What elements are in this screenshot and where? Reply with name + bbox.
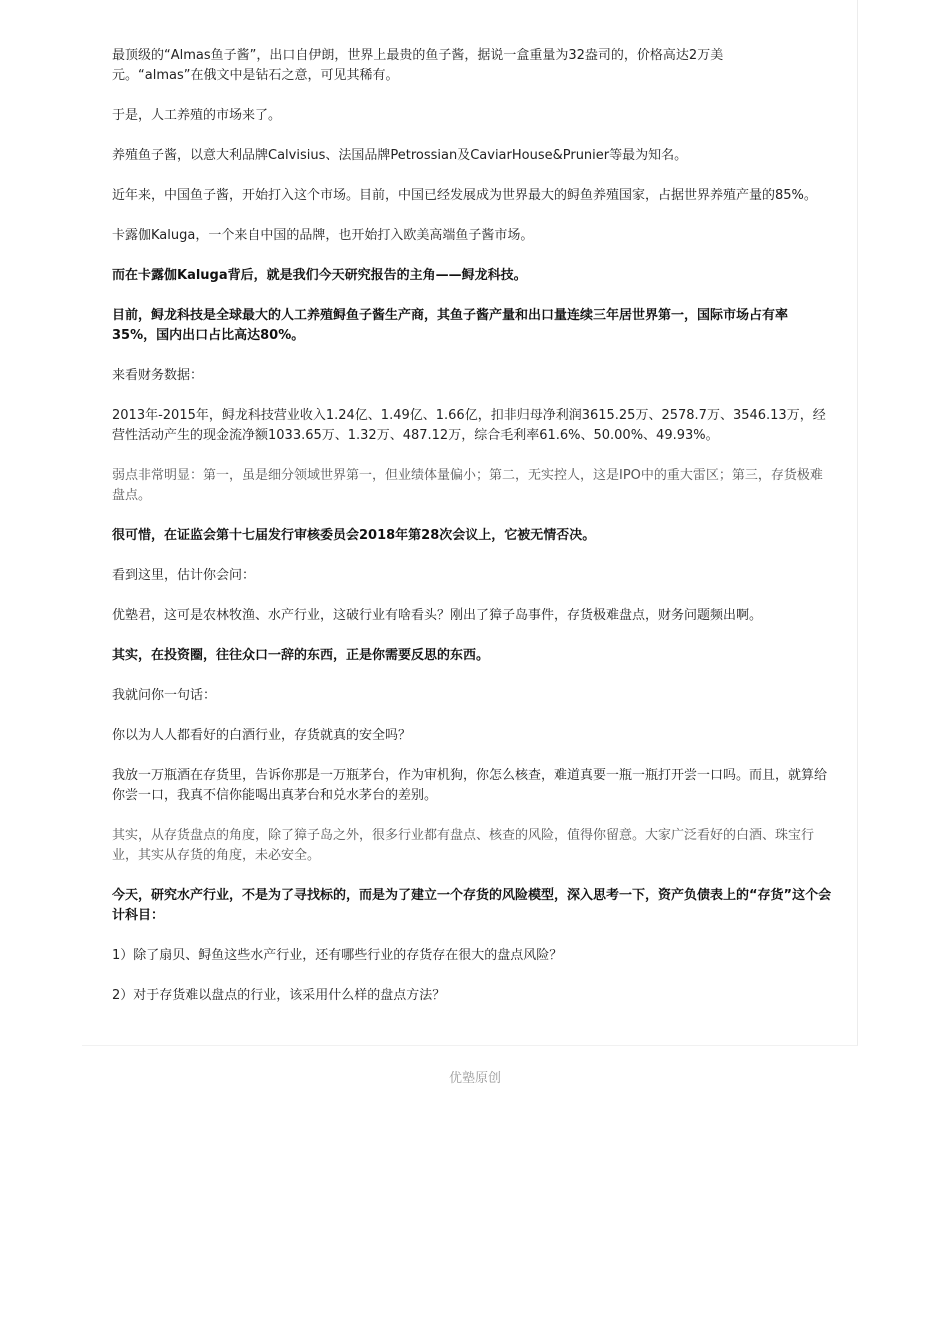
paragraph-financial-data: 2013年-2015年，鲟龙科技营业收入1.24亿、1.49亿、1.66亿，扣非归母净利润3615.25万、2578.7万、3546.13万，经营性活动产生的现金流净额1033.65万、1.32万、487.12万，综合毛利率61.6%、50.00%、49.93%。 (112, 408, 826, 443)
paragraph-question-one: 1）除了扇贝、鲟鱼这些水产行业，还有哪些行业的存货存在很大的盘点风险？ (112, 948, 563, 963)
paragraph-artificial-farming: 于是，人工养殖的市场来了。 (112, 108, 282, 123)
paragraph-farmed-brands: 养殖鱼子酱，以意大利品牌Calvisius、法国品牌Petrossian及CaviarHouse&Prunier等最为知名。 (112, 148, 688, 163)
paragraph-ipo-rejected: 很可惜，在证监会第十七届发行审核委员会2018年第28次会议上，它被无情否决。 (112, 528, 596, 543)
footer-original-label: 优塾原创 (448, 1071, 501, 1086)
paragraph-research-purpose: 今天，研究水产行业，不是为了寻找标的，而是为了建立一个存货的风险模型，深入思考一下，资产负债表上的“存货”这个会计科目： (112, 888, 832, 923)
paragraph-market-leader: 目前，鲟龙科技是全球最大的人工养殖鲟鱼子酱生产商，其鱼子酱产量和出口量连续三年居世界第一，国际市场占有率35%，国内出口占比高达80%。 (112, 308, 789, 343)
paragraph-question-two: 2）对于存货难以盘点的行业，该采用什么样的盘点方法？ (112, 988, 446, 1003)
paragraph-report-subject: 而在卡露伽Kaluga背后，就是我们今天研究报告的主角——鲟龙科技。 (112, 268, 527, 283)
paragraph-liquor-inventory: 你以为人人都看好的白酒行业，存货就真的安全吗？ (112, 728, 412, 743)
article-body (112, 46, 832, 1026)
paragraph-reader-question: 看到这里，估计你会问： (112, 568, 256, 583)
paragraph-almas-caviar: 最顶级的“Almas鱼子酱”，出口自伊朗，世界上最贵的鱼子酱，据说一盒重量为32盎司的，价格高达2万美元。“almas”在俄文中是钻石之意，可见其稀有。 (112, 48, 724, 83)
paragraph-weaknesses: 弱点非常明显：第一，虽是细分领域世界第一，但业绩体量偏小；第二，无实控人，这是IPO中的重大雷区；第三，存货极难盘点。 (112, 468, 823, 503)
paragraph-financial-intro: 来看财务数据： (112, 368, 204, 383)
paragraph-inventory-risk: 其实，从存货盘点的角度，除了獐子岛之外，很多行业都有盘点、核查的风险，值得你留意。大家广泛看好的白酒、珠宝行业，其实从存货的角度，未必安全。 (112, 828, 815, 863)
paragraph-kaluga-brand: 卡露伽Kaluga，一个来自中国的品牌，也开始打入欧美高端鱼子酱市场。 (112, 228, 534, 243)
paragraph-maotai-example: 我放一万瓶酒在存货里，告诉你那是一万瓶茅台，作为审机狗，你怎么核查，难道真要一瓶一瓶打开尝一口吗。而且，就算给你尝一口，我真不信你能喝出真茅台和兑水茅台的差别。 (112, 768, 828, 803)
paragraph-one-question: 我就问你一句话： (112, 688, 217, 703)
paragraph-china-caviar: 近年来，中国鱼子酱，开始打入这个市场。目前，中国已经发展成为世界最大的鲟鱼养殖国家，占据世界养殖产量的85%。 (112, 188, 817, 203)
paragraph-industry-doubt: 优塾君，这可是农林牧渔、水产行业，这破行业有啥看头？刚出了獐子岛事件，存货极难盘点，财务问题频出啊。 (112, 608, 763, 623)
paragraph-contrarian-view: 其实，在投资圈，往往众口一辞的东西，正是你需要反思的东西。 (112, 648, 490, 663)
